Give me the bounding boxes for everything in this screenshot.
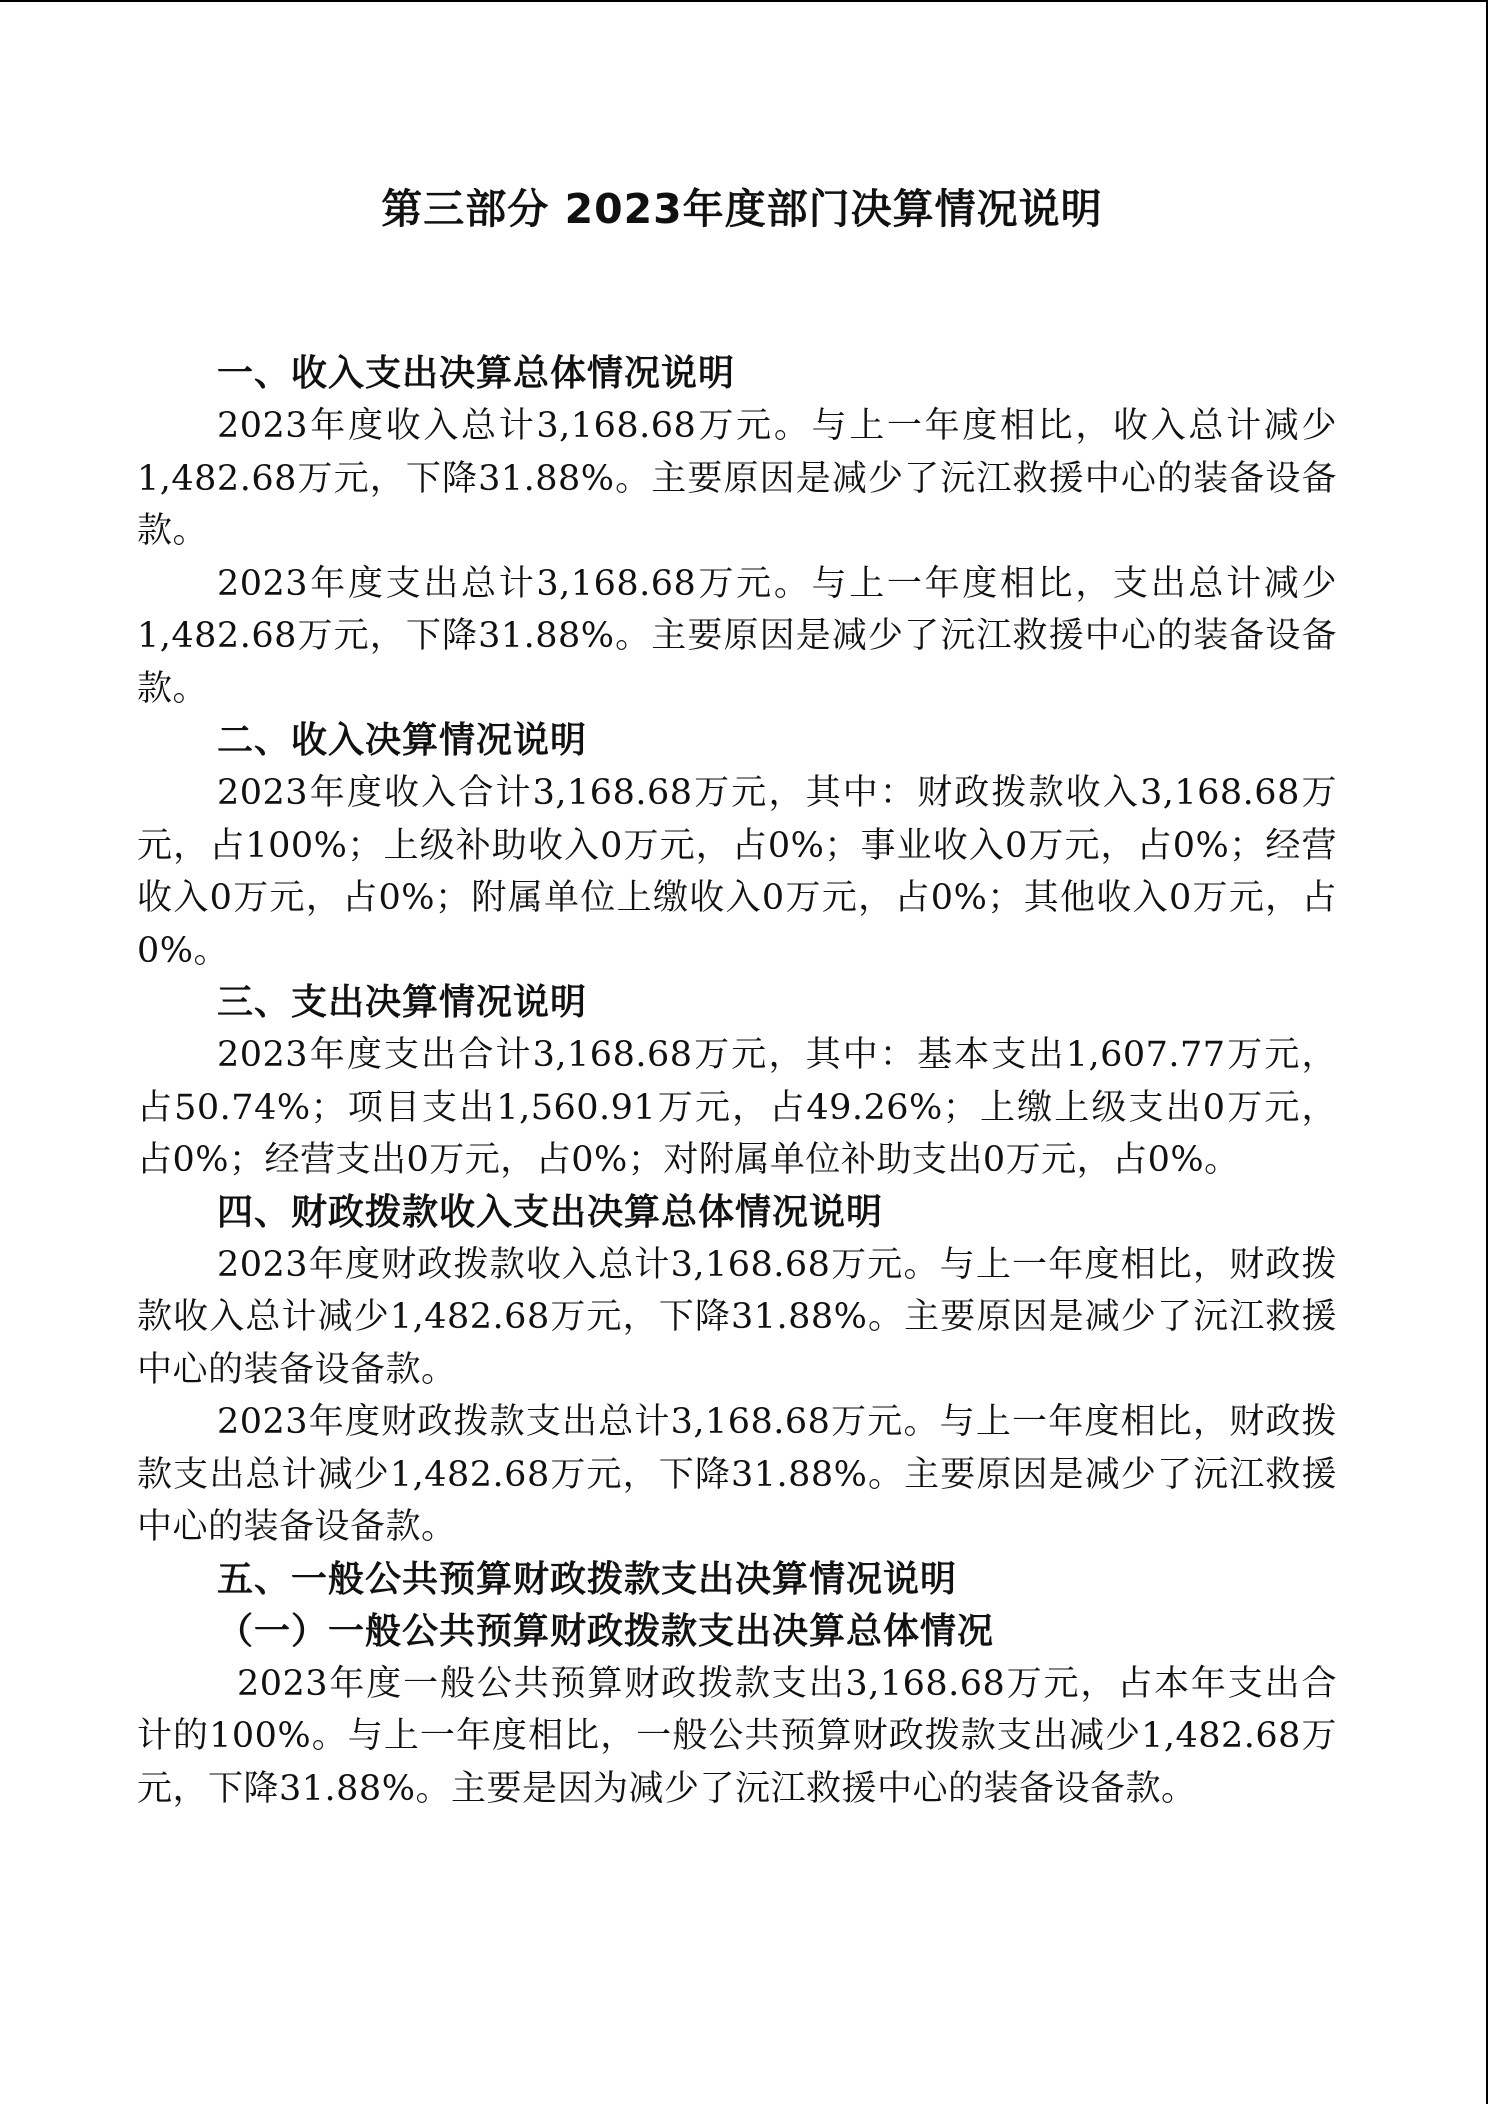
section-1-heading: 一、收入支出决算总体情况说明 xyxy=(217,353,736,394)
section-5-subheading: （一）一般公共预算财政拨款支出决算总体情况 xyxy=(217,1610,995,1652)
section-1-paragraph-1: 2023年度收入总计3,168.68万元。与上一年度相比，收入总计减少1,482.68万元，下降31.88%。主要原因是减少了沅江救援中心的装备设备款。 xyxy=(137,406,1337,551)
section-4-paragraph-2: 2023年度财政拨款支出总计3,168.68万元。与上一年度相比，财政拨款支出总计减少1,482.68万元，下降31.88%。主要原因是减少了沅江救援中心的装备设备款。 xyxy=(137,1402,1337,1547)
section-4-heading: 四、财政拨款收入支出决算总体情况说明 xyxy=(217,1191,884,1233)
section-3-paragraph-1: 2023年度支出合计3,168.68万元，其中：基本支出1,607.77万元，占50.74%；项目支出1,560.91万元，占49.26%；上缴上级支出0万元，占0%；经营支出0万元，占0%；对附属单位补助支出0万元，占0%。 xyxy=(137,1035,1337,1180)
section-4-paragraph-1: 2023年度财政拨款收入总计3,168.68万元。与上一年度相比，财政拨款收入总计减少1,482.68万元，下降31.88%。主要原因是减少了沅江救援中心的装备设备款。 xyxy=(137,1244,1337,1390)
document-title: 第三部分 2023年度部门决算情况说明 xyxy=(381,185,1103,233)
section-5-paragraph-1: 2023年度一般公共预算财政拨款支出3,168.68万元，占本年支出合计的100%。与上一年度相比，一般公共预算财政拨款支出减少1,482.68万元，下降31.88%。主要是因为减少了沅江救援中心的装备设备款。 xyxy=(137,1663,1337,1809)
document-content xyxy=(137,182,1337,1815)
section-3-heading: 三、支出决算情况说明 xyxy=(217,982,588,1023)
section-2-paragraph-1: 2023年度收入合计3,168.68万元，其中：财政拨款收入3,168.68万元，占100%；上级补助收入0万元，占0%；事业收入0万元，占0%；经营收入0万元，占0%；附属单位上缴收入0万元，占0%；其他收入0万元，占0%。 xyxy=(137,773,1337,971)
section-1-paragraph-2: 2023年度支出总计3,168.68万元。与上一年度相比，支出总计减少1,482.68万元，下降31.88%。主要原因是减少了沅江救援中心的装备设备款。 xyxy=(137,563,1337,709)
section-5-heading: 五、一般公共预算财政拨款支出决算情况说明 xyxy=(217,1558,958,1600)
section-2-heading: 二、收入决算情况说明 xyxy=(217,720,588,761)
